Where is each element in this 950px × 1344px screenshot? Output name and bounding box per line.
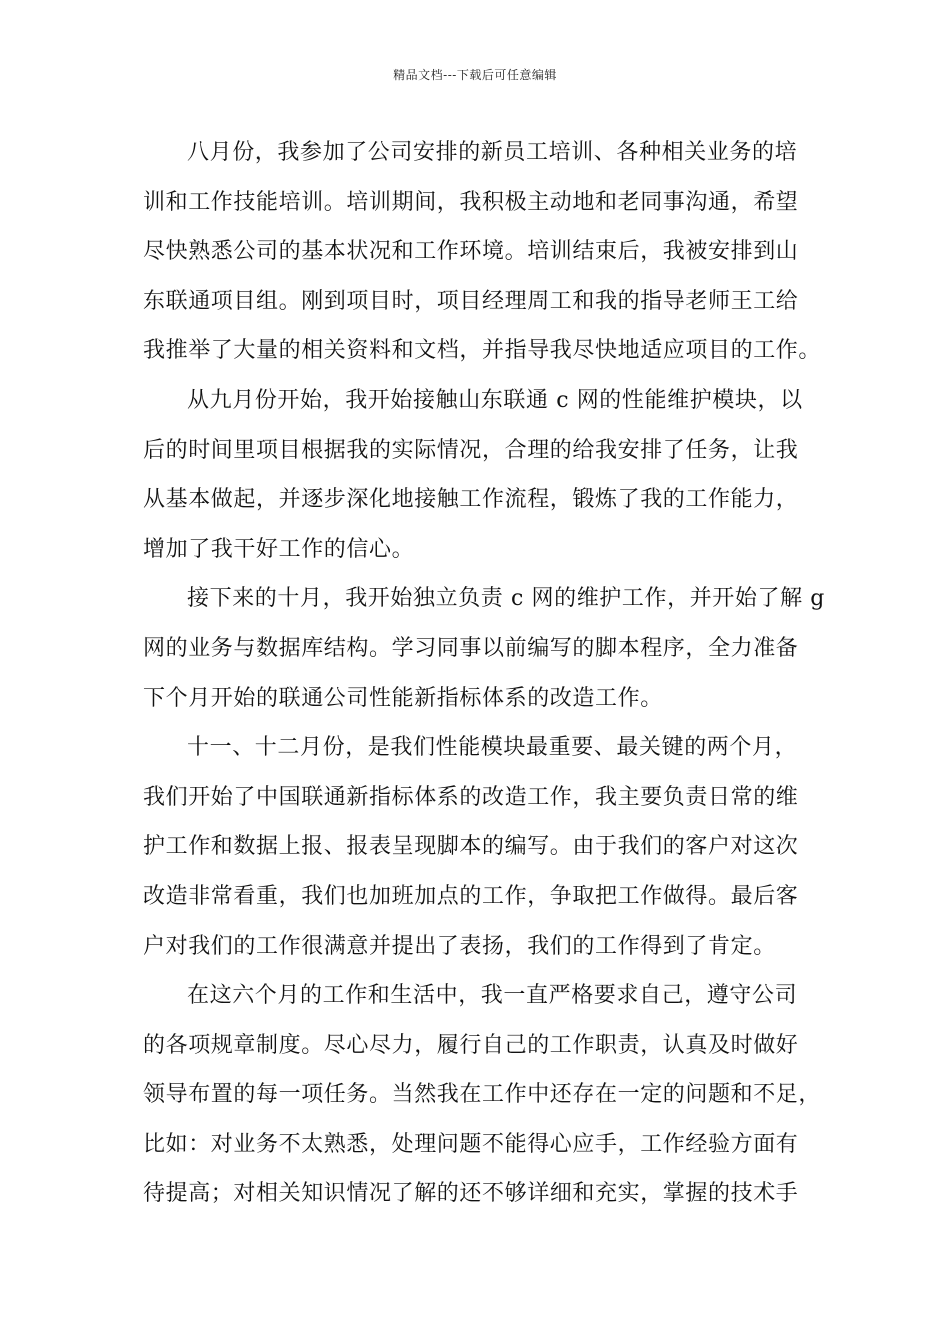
paragraph-line: 待提高；对相关知识情况了解的还不够详细和充实，掌握的技术手 bbox=[143, 1181, 799, 1207]
paragraph-line: 八月份，我参加了公司安排的新员工培训、各种相关业务的培 bbox=[187, 140, 798, 165]
paragraph-line: 网的业务与数据库结构。学习同事以前编写的脚本程序，全力准备 bbox=[143, 635, 799, 661]
paragraph-line: 东联通项目组。刚到项目时，项目经理周工和我的指导老师王工给 bbox=[143, 288, 799, 314]
page-header: 精品文档---下载后可任意编辑 bbox=[393, 68, 557, 82]
paragraph-line: 接下来的十月，我开始独立负责 c 网的维护工作，并开始了解 g bbox=[187, 586, 825, 612]
document-body bbox=[143, 128, 823, 1219]
paragraph-line: 领导布置的每一项任务。当然我在工作中还存在一定的问题和不足， bbox=[143, 1082, 822, 1108]
paragraph-line: 比如：对业务不太熟悉，处理问题不能得心应手，工作经验方面有 bbox=[143, 1131, 799, 1157]
paragraph-line: 我推举了大量的相关资料和文档，并指导我尽快地适应项目的工作。 bbox=[143, 338, 822, 364]
paragraph-line: 在这六个月的工作和生活中，我一直严格要求自己，遵守公司 bbox=[187, 983, 798, 1009]
paragraph-line: 户对我们的工作很满意并提出了表扬，我们的工作得到了肯定。 bbox=[143, 933, 776, 959]
paragraph-line: 的各项规章制度。尽心尽力，履行自己的工作职责，认真及时做好 bbox=[143, 1032, 799, 1058]
paragraph-line: 后的时间里项目根据我的实际情况，合理的给我安排了任务，让我 bbox=[143, 437, 799, 463]
paragraph-line: 改造非常看重，我们也加班加点的工作，争取把工作做得。最后客 bbox=[143, 883, 799, 909]
paragraph-line: 下个月开始的联通公司性能新指标体系的改造工作。 bbox=[143, 685, 663, 711]
paragraph-line: 我们开始了中国联通新指标体系的改造工作，我主要负责日常的维 bbox=[143, 784, 799, 810]
paragraph-line: 十一、十二月份，是我们性能模块最重要、最关键的两个月， bbox=[187, 735, 798, 761]
paragraph-line: 训和工作技能培训。培训期间，我积极主动地和老同事沟通，希望 bbox=[143, 189, 799, 215]
paragraph-line: 从基本做起，并逐步深化地接触工作流程，锻炼了我的工作能力， bbox=[143, 487, 799, 513]
paragraph-line: 护工作和数据上报、报表呈现脚本的编写。由于我们的客户对这次 bbox=[143, 834, 799, 860]
paragraph-line: 尽快熟悉公司的基本状况和工作环境。培训结束后，我被安排到山 bbox=[143, 239, 799, 265]
paragraph-line: 增加了我干好工作的信心。 bbox=[143, 536, 415, 562]
paragraph-line: 从九月份开始，我开始接触山东联通 c 网的性能维护模块，以 bbox=[187, 387, 803, 413]
